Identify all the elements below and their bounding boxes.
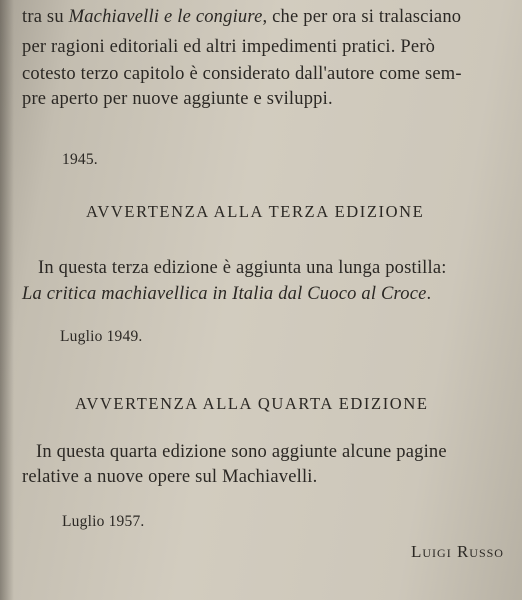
heading-third-edition: AVVERTENZA ALLA TERZA EDIZIONE xyxy=(86,202,425,221)
italic-title: La critica machiavellica in Italia dal Cuoco al Croce xyxy=(22,284,427,304)
fourth-edition-line-1: In questa quarta edizione sono aggiunte alcune pagine xyxy=(36,442,447,462)
text-span: . xyxy=(426,284,432,304)
paragraph-line-4: pre aperto per nuove aggiunte e sviluppi. xyxy=(22,89,333,109)
paragraph-line-2: per ragioni editoriali ed altri impedimenti pratici. Però xyxy=(22,37,436,57)
italic-title: Machiavelli e le congiure xyxy=(68,7,263,27)
date-1945: 1945. xyxy=(62,151,98,168)
heading-fourth-edition: AVVERTENZA ALLA QUARTA EDIZIONE xyxy=(75,394,429,413)
fourth-edition-line-2: relative a nuove opere sul Machiavelli. xyxy=(22,467,318,487)
page-gutter-shadow xyxy=(0,0,14,600)
author-signature: Luigi Russo xyxy=(411,542,504,561)
third-edition-line-1: In questa terza edizione è aggiunta una lunga postilla: xyxy=(38,258,447,278)
third-edition-line-2 xyxy=(22,284,431,305)
date-luglio-1957: Luglio 1957. xyxy=(62,513,145,530)
text-span: tra su xyxy=(22,7,69,27)
date-luglio-1949: Luglio 1949. xyxy=(60,328,143,345)
text-span: , che per ora si tralasciano xyxy=(262,7,462,27)
paragraph-line-1 xyxy=(22,7,461,28)
paragraph-line-3: cotesto terzo capitolo è considerato dall'autore come sem- xyxy=(22,64,462,84)
